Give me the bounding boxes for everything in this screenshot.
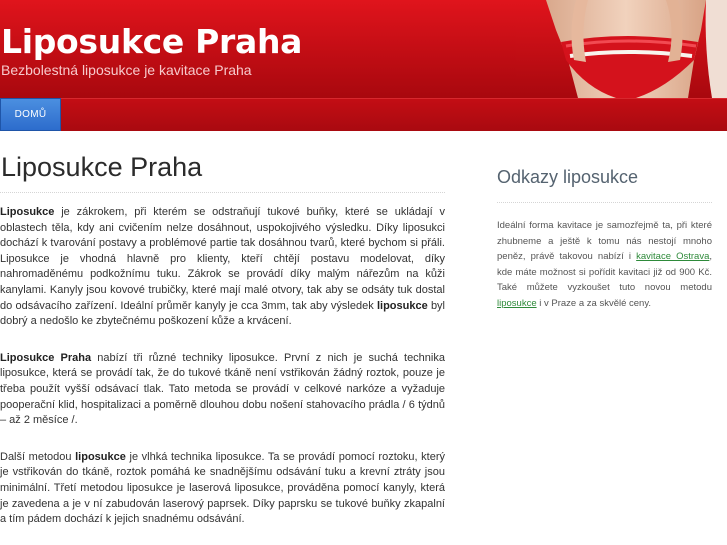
main-content [0,131,445,528]
paragraph-text: nabízí tři různé techniky liposukce. První z nich je suchá technika liposukce, která se provádí tak, že do tukové tkáně není vstřikován žádný roztok, pouze je třeba použít vyšší odsávací tlak. Tato metoda se provádí v celkové narkóze a vyžaduje pooperační klid, hospitalizaci a poměrně dlouhou dobu nošení stahovacího prádla / 6 týdnů – až 2 měsíce /. [0,351,445,427]
paragraph-text: byl dobrý a nedošlo ke zbytečnému poškození kůže a krvácení. [0,299,445,328]
sidebar-text-part: Ideální forma kavitace je samozřejmě ta, při které zhubneme a ještě k tomu nás nestojí mnoho peněz, právě takovou nabízí i [497,220,712,263]
bold-keyword: liposukce [75,450,126,463]
sidebar-text [497,218,712,312]
site-header [0,0,727,98]
bold-keyword: liposukce [376,299,428,312]
site-title[interactable]: Liposukce Praha [1,22,303,61]
paragraph-text: je zákrokem, při kterém se odstraňují tukové buňky, které se ukládají v oblastech těla, kdy ani cvičením nelze dosáhnout, uspokojivého výsledku. Díky liposukci dochází k tvarování postavy a problémové partie tak dosáhnou tvarů, které bychom si přáli. Liposukce je vhodná hlavně pro klienty, kteří chtějí postavu modelovat, díky nahromaděnému podkožnímu tuku. Zákrok se provádí díky malým nářezům na kůži kanylami. Kanyly jsou kovové trubičky, které mají malé otvory, tak aby se odsáty tuk dostal do odsávacího zařízení. Ideální průměr kanyly je cca 3mm, tak aby výsledek [0,206,445,312]
site-tagline: Bezbolestná liposukce je kavitace Praha [1,62,252,78]
bold-keyword: Liposukce Praha [0,351,92,364]
sidebar-title: Odkazy liposukce [497,131,712,203]
main-navigation [0,98,727,131]
sidebar-text-part: , kde máte možnost si pořídit kavitaci již od 900 Kč. Také můžete vyzkoušet tuto novou metodu [497,251,713,294]
paragraph-text: Další metodou [0,450,76,463]
sidebar-text-part: i v Praze a za skvělé ceny. [536,297,652,309]
sidebar [497,131,712,312]
link-liposukce[interactable]: liposukce [497,297,537,309]
header-photo [516,0,727,98]
article-paragraph [0,205,445,330]
paragraph-text: je vlhká technika liposukce. Ta se provádí pomocí roztoku, který je vstřikován do tkáně, roztok pomáhá ke snadnějšímu odsávání tuku a krevní ztráty jsou minimální. Třetí metodou liposukce je laserová liposukce, prováděna pomocí kanyly, která je zavedena a je v ní zabudován laserový paprsek. Díky paprsku se tukové buňky zkapalní a tím pádem dochází k jejich snadnému odsávání. [0,450,446,526]
article-paragraph [0,450,445,528]
page-title: Liposukce Praha [0,131,445,193]
nav-home-button[interactable]: DOMŮ [0,98,61,131]
article-paragraph [0,351,445,429]
bold-keyword: Liposukce [0,206,55,218]
link-kavitace-ostrava[interactable]: kavitace Ostrava [636,251,710,263]
